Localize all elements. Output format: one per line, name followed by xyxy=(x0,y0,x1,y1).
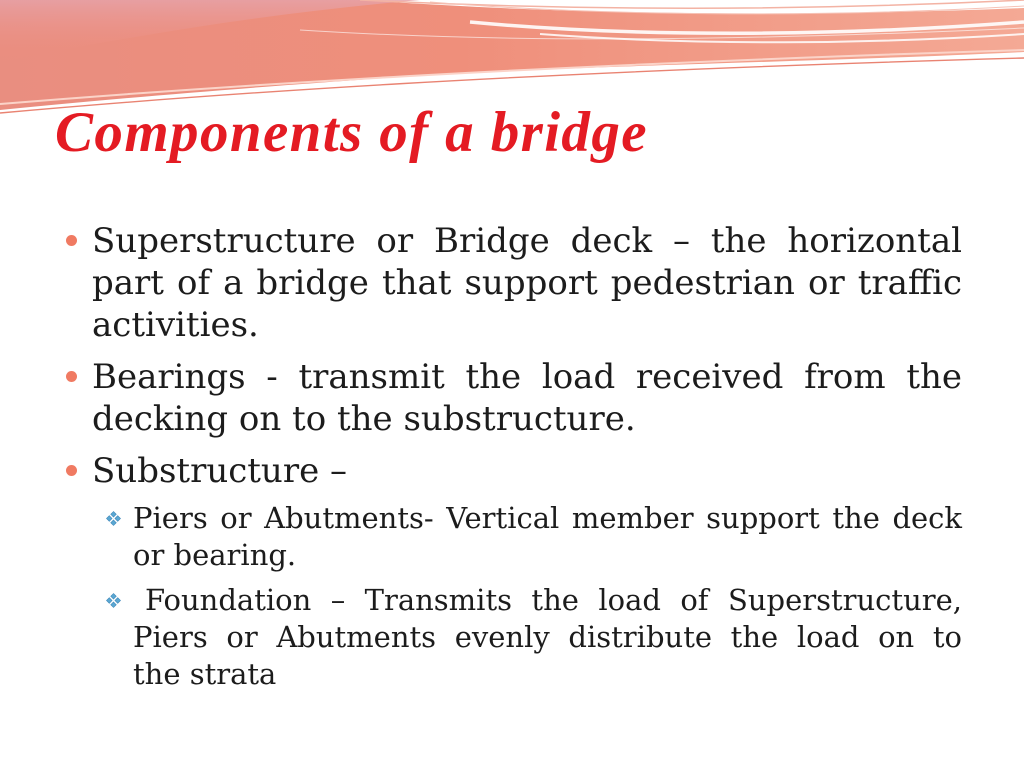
sub-bullet-text-line: Piers or Abutments- Vertical member support the deck xyxy=(133,501,962,535)
bullet-text-line: Bearings - transmit the load received from the xyxy=(92,357,962,397)
slide-title: Components of a bridge xyxy=(55,101,648,164)
bullet-text-line: Superstructure or Bridge deck – the horizontal xyxy=(92,221,962,261)
bullet-text-line: part of a bridge that support pedestrian or traffic xyxy=(92,263,962,303)
bullet-item xyxy=(92,220,962,346)
bullet-dot-icon xyxy=(66,235,77,246)
sub-bullet-text-line: the strata xyxy=(133,657,277,691)
bullet-item xyxy=(92,450,962,693)
bullet-text-line: Substructure – xyxy=(92,451,347,491)
sub-bullet-text-line: Foundation – Transmits the load of Superstructure, xyxy=(145,583,962,617)
four-diamond-icon xyxy=(106,511,121,526)
bullet-item xyxy=(92,356,962,440)
sub-bullet-list xyxy=(133,500,962,693)
sub-bullet-item xyxy=(133,500,962,574)
sub-bullet-text-line: or bearing. xyxy=(133,538,297,572)
four-diamond-icon xyxy=(106,593,121,608)
bullet-text-line: decking on to the substructure. xyxy=(92,399,636,439)
bullet-dot-icon xyxy=(66,371,77,382)
bullet-text-line: activities. xyxy=(92,305,259,345)
bullet-list xyxy=(92,220,962,693)
bullet-dot-icon xyxy=(66,465,77,476)
sub-bullet-item xyxy=(133,582,962,693)
sub-bullet-text-line: Piers or Abutments evenly distribute the load on to xyxy=(133,620,962,654)
